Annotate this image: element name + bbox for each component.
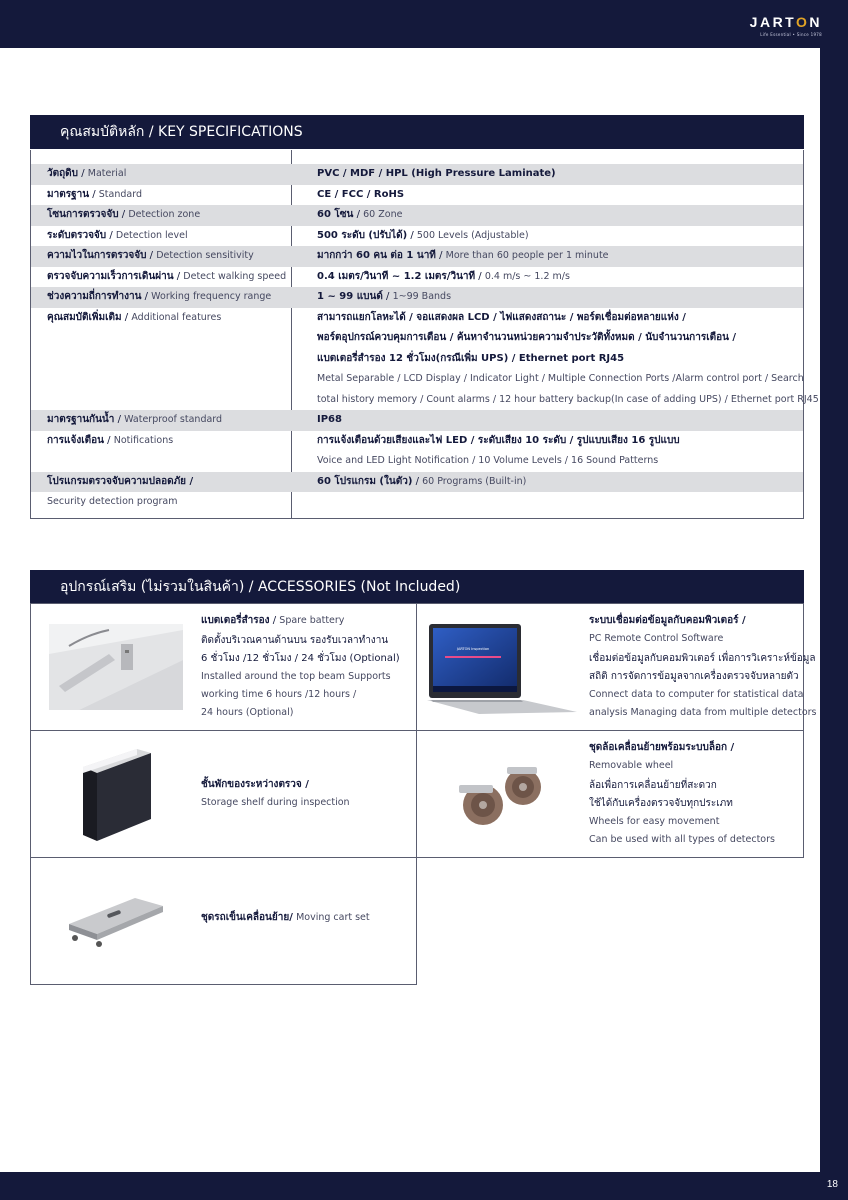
spec-label-en: Material [87, 168, 127, 179]
spec-value-th: 60 โซน [317, 209, 354, 220]
laptop-screen-text: JARTON Inspection [457, 647, 490, 651]
accessory-wheel-cell [416, 730, 804, 858]
spec-value-en: Voice and LED Light Notification / 10 Volume Levels / 16 Sound Patterns [317, 455, 659, 466]
battery-desc-en-3: 24 hours (Optional) [201, 707, 294, 718]
accessory-pc-cell [416, 603, 817, 731]
spec-value: CE / FCC / RoHS [317, 188, 405, 200]
feature-line-th: แบตเตอรี่สำรอง 12 ชั่วโมง(กรณีเพิ่ม UPS) / Ethernet port RJ45 [317, 352, 625, 364]
top-header-bar [0, 0, 848, 48]
spec-label-th: โปรแกรมตรวจจับความปลอดภัย / [47, 475, 194, 487]
accessories-heading: อุปกรณ์เสริม (ไม่รวมในสินค้า) / ACCESSORIES (Not Included) [30, 570, 804, 604]
spare-battery-image [49, 624, 183, 710]
spec-row-walking-speed: ตรวจจับความเร็วการเดินผ่าน / Detect walking speed 0.4 เมตร/วินาที ~ 1.2 เมตร/วินาที / 0.4 m/s ~ 1.2 m/s [47, 270, 570, 282]
shelf-title-th: ชั้นพักของระหว่างตรวจ / [201, 779, 309, 790]
battery-title-th: แบตเตอรี่สำรอง [201, 615, 270, 626]
spec-label-en: Working frequency range [151, 291, 272, 302]
logo-tagline: Life Essential • Since 1978 [760, 32, 822, 37]
storage-shelf-image [79, 745, 155, 845]
wheel-title-en: Removable wheel [589, 760, 674, 771]
pc-title-en: PC Remote Control Software [589, 633, 724, 644]
spec-value-th: 1 ~ 99 แบนด์ [317, 291, 383, 302]
spec-row-detection-zone: โซนการตรวจจับ / Detection zone 60 โซน / 60 Zone [31, 205, 803, 226]
spec-label-en: Additional features [131, 311, 222, 323]
spec-value-en: 1~99 Bands [392, 291, 452, 302]
spec-label-th: ระดับตรวจจับ [47, 229, 107, 241]
spec-label-en: Detection zone [128, 209, 201, 220]
wheel-desc-en-1: Wheels for easy movement [589, 816, 720, 827]
spec-label-en: Standard [98, 188, 142, 200]
spec-label-th: มาตรฐาน [47, 188, 90, 200]
accessory-shelf-cell [30, 730, 417, 858]
battery-desc-th-2: 6 ชั่วโมง /12 ชั่วโมง / 24 ชั่วโมง (Optional) [201, 653, 400, 664]
feature-line-th: พอร์ตอุปกรณ์ควบคุมการเตือน / ค้นหาจำนวนหน่วยความจำประวัติทั้งหมด / นับจำนวนการเตือน / [317, 332, 737, 343]
logo-text-a: JART [749, 14, 796, 30]
spec-label-th: วัตถุดิบ [47, 168, 79, 179]
pc-title-th: ระบบเชื่อมต่อข้อมูลกับคอมพิวเตอร์ / [589, 615, 746, 626]
spec-value-th: 0.4 เมตร/วินาที ~ 1.2 เมตร/วินาที [317, 270, 476, 282]
laptop-image [427, 622, 579, 714]
logo-text-b: N [809, 14, 822, 30]
spec-label-en: Detection sensitivity [156, 250, 254, 261]
spec-value-th: มากกว่า 60 คน ต่อ 1 นาที [317, 250, 436, 261]
spec-row-notifications: การแจ้งเตือน / Notifications การแจ้งเตือนด้วยเสียงและไฟ LED / ระดับเสียง 10 ระดับ / รูปแบบเสียง 16 รูปแบบ Voice and LED Light Notification / 10 Volume Levels / 16 Sound Patterns [31, 431, 803, 472]
jarton-logo [750, 14, 822, 37]
bottom-footer-bar [0, 1172, 848, 1200]
wheel-title-th: ชุดล้อเคลื่อนย้ายพร้อมระบบล็อก / [589, 742, 735, 753]
pc-desc-en-2: analysis Managing data from multiple detectors [589, 707, 817, 718]
wheel-image [453, 761, 553, 831]
spec-value-en: 60 Programs (Built-in) [422, 475, 527, 487]
spec-row-material: วัตถุดิบ / Material PVC / MDF / HPL (High Pressure Laminate) [31, 164, 803, 185]
spec-label-th: ความไวในการตรวจจับ [47, 250, 147, 261]
right-side-bar [820, 48, 848, 1172]
shelf-title-en: Storage shelf during inspection [201, 797, 350, 808]
feature-line-en: total history memory / Count alarms / 12 hour battery backup(In case of adding UPS) / Ethernet port RJ45 [317, 393, 819, 405]
spec-label-th: โซนการตรวจจับ [47, 209, 119, 220]
accessory-cart-cell [30, 857, 417, 985]
accessory-battery-cell: แบตเตอรี่สำรอง / Spare battery ติดตั้งบริเวณคานด้านบน รองรับเวลาทำงาน 6 ชั่วโมง /12 ชั่วโมง / 24 ชั่วโมง (Optional) Installed around the top beam Supports working time 6 hours /12 hours / 24 hours (Optional) [30, 603, 417, 731]
key-specs-table [30, 150, 819, 519]
spec-value: PVC / MDF / HPL (High Pressure Laminate) [317, 168, 556, 179]
battery-desc-en-1: Installed around the top beam Supports [201, 671, 391, 682]
spec-label-en: Detect walking speed [183, 270, 287, 282]
battery-desc-en-2: working time 6 hours /12 hours / [201, 689, 357, 700]
feature-line-en: Metal Separable / LCD Display / Indicator Light / Multiple Connection Ports /Alarm control port / Search [317, 373, 804, 384]
spec-label-th: คุณสมบัติเพิ่มเติม [47, 311, 122, 323]
spec-label-th: มาตรฐานกันน้ำ [47, 414, 115, 425]
spec-label-en: Security detection program [47, 496, 178, 507]
wheel-desc-en-2: Can be used with all types of detectors [589, 834, 775, 845]
spec-value-th: 60 โปรแกรม (ในตัว) [317, 475, 413, 487]
spec-row-sensitivity: ความไวในการตรวจจับ / Detection sensitivity มากกว่า 60 คน ต่อ 1 นาที / More than 60 people per 1 minute [31, 246, 803, 267]
spec-row-standard: มาตรฐาน / Standard CE / FCC / RoHS [47, 188, 405, 200]
spec-row-waterproof: มาตรฐานกันน้ำ / Waterproof standard IP68 [31, 410, 803, 431]
spec-value-th: 500 ระดับ (ปรับได้) [317, 229, 408, 241]
spec-label-en: Notifications [113, 434, 174, 446]
spec-value-en: 0.4 m/s ~ 1.2 m/s [484, 270, 570, 282]
cart-title-th: ชุดรถเข็นเคลื่อนย้าย/ [201, 912, 293, 923]
spec-label-th: ตรวจจับความเร็วการเดินผ่าน [47, 270, 174, 282]
spec-value-en: More than 60 people per 1 minute [445, 250, 609, 261]
spec-value-th: การแจ้งเตือนด้วยเสียงและไฟ LED / ระดับเสียง 10 ระดับ / รูปแบบเสียง 16 รูปแบบ [317, 434, 680, 446]
feature-line-th: สามารถแยกโลหะได้ / จอแสดงผล LCD / ไฟแสดงสถานะ / พอร์ตเชื่อมต่อหลายแห่ง / [317, 311, 686, 323]
pc-desc-th-1: เชื่อมต่อข้อมูลกับคอมพิวเตอร์ เพื่อการวิเคราะห์ข้อมูล [589, 653, 816, 664]
key-specs-heading: คุณสมบัติหลัก / KEY SPECIFICATIONS [30, 115, 804, 149]
page-number: 18 [826, 1179, 838, 1190]
spec-row-program: โปรแกรมตรวจจับความปลอดภัย / Security detection program 60 โปรแกรม (ในตัว) / 60 Programs (Built-in) [31, 472, 803, 513]
battery-desc-th-1: ติดตั้งบริเวณคานด้านบน รองรับเวลาทำงาน [201, 635, 389, 646]
pc-desc-en-1: Connect data to computer for statistical data [589, 689, 804, 700]
spec-row-detection-level: ระดับตรวจจับ / Detection level 500 ระดับ (ปรับได้) / 500 Levels (Adjustable) [47, 229, 529, 241]
wheel-desc-th-1: ล้อเพื่อการเคลื่อนย้ายที่สะดวก [589, 780, 717, 791]
pc-desc-th-2: สถิติ การจัดการข้อมูลจากเครื่องตรวจจับหลายตัว [589, 671, 799, 682]
spec-label-en: Waterproof standard [124, 414, 223, 425]
spec-label-th: การแจ้งเตือน [47, 434, 104, 446]
spec-label-en: Detection level [115, 229, 188, 241]
cart-title-en: Moving cart set [296, 912, 370, 923]
logo-text-o: O [795, 14, 810, 30]
spec-label-th: ช่วงความถี่การทำงาน [47, 291, 142, 302]
spec-value: IP68 [317, 414, 342, 425]
spec-row-frequency: ช่วงความถี่การทำงาน / Working frequency range 1 ~ 99 แบนด์ / 1~99 Bands [31, 287, 803, 308]
spec-row-additional-features: คุณสมบัติเพิ่มเติม / Additional features สามารถแยกโลหะได้ / จอแสดงผล LCD / ไฟแสดงสถานะ / พอร์ตเชื่อมต่อหลายแห่ง / พอร์ตอุปกรณ์ควบคุมการเตือน / ค้นหาจำนวนหน่วยความจำประวัติทั้งหมด / นับจำนวนการเตือน / แบตเตอรี่สำรอง 12 ชั่วโมง(กรณีเพิ่ม UPS) / Ethernet port RJ45 Metal Separable / LCD Display / Indicator Light / Multiple Connection Ports /Alarm control port / Search total history memory / Count alarms / 12 hour battery backup(In case of adding UPS) / Ethernet port RJ45 [31, 308, 803, 411]
spec-value-en: 60 Zone [363, 209, 403, 220]
wheel-desc-th-2: ใช้ได้กับเครื่องตรวจจับทุกประเภท [589, 798, 733, 809]
battery-title-en: Spare battery [279, 615, 345, 626]
spec-value-en: 500 Levels (Adjustable) [416, 229, 529, 241]
moving-cart-image [65, 894, 165, 948]
